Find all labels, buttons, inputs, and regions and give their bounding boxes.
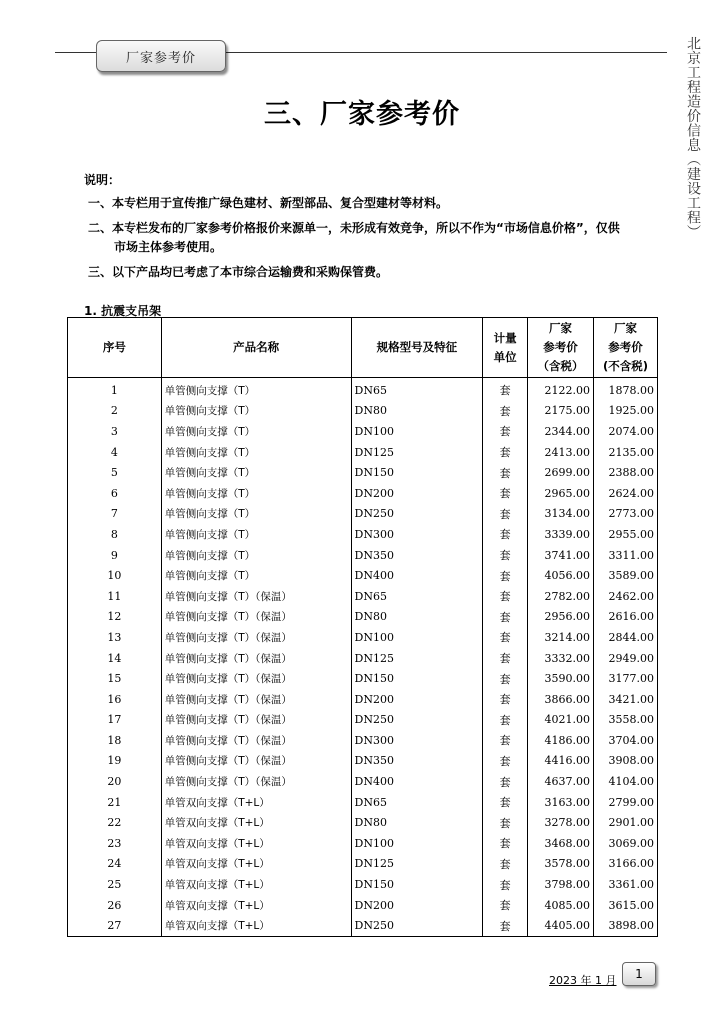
cell-price-tax: 4021.00 — [528, 710, 594, 731]
cell-price-notax: 2624.00 — [594, 483, 658, 504]
cell-no: 14 — [68, 648, 162, 669]
cell-price-notax: 2955.00 — [594, 524, 658, 545]
cell-name: 单管侧向支撑（T） — [161, 483, 351, 504]
table-row — [68, 771, 658, 792]
table-row — [68, 689, 658, 710]
table-row — [68, 751, 658, 772]
cell-spec: DN400 — [351, 565, 483, 586]
cell-no: 5 — [68, 462, 162, 483]
cell-unit: 套 — [483, 668, 528, 689]
cell-name: 单管侧向支撑（T） — [161, 524, 351, 545]
cell-name: 单管侧向支撑（T）（保温） — [161, 689, 351, 710]
cell-price-notax: 3311.00 — [594, 545, 658, 566]
cell-unit: 套 — [483, 483, 528, 504]
cell-name: 单管侧向支撑（T）（保温） — [161, 586, 351, 607]
cell-unit: 套 — [483, 442, 528, 463]
cell-price-tax: 3214.00 — [528, 627, 594, 648]
cell-name: 单管侧向支撑（T）（保温） — [161, 627, 351, 648]
cell-unit: 套 — [483, 627, 528, 648]
cell-no: 12 — [68, 607, 162, 628]
cell-unit: 套 — [483, 565, 528, 586]
cell-no: 9 — [68, 545, 162, 566]
table-row — [68, 607, 658, 628]
cell-price-tax: 4416.00 — [528, 751, 594, 772]
col-header-price-tax — [528, 318, 594, 378]
table-row — [68, 710, 658, 731]
cell-price-notax: 2462.00 — [594, 586, 658, 607]
cell-price-notax: 3704.00 — [594, 730, 658, 751]
cell-no: 3 — [68, 421, 162, 442]
col-header-price-tax-line3: （含税） — [537, 359, 584, 373]
notes-block — [84, 171, 674, 289]
table-row — [68, 565, 658, 586]
cell-spec: DN150 — [351, 668, 483, 689]
cell-no: 13 — [68, 627, 162, 648]
table-row — [68, 401, 658, 422]
cell-unit: 套 — [483, 833, 528, 854]
col-header-price-notax-line1: 厂家 — [614, 321, 637, 335]
cell-price-tax: 3339.00 — [528, 524, 594, 545]
page-number: 1 — [622, 962, 656, 986]
table-row — [68, 586, 658, 607]
cell-spec: DN200 — [351, 689, 483, 710]
cell-unit: 套 — [483, 915, 528, 936]
cell-unit: 套 — [483, 854, 528, 875]
cell-price-tax: 3590.00 — [528, 668, 594, 689]
cell-price-tax: 3741.00 — [528, 545, 594, 566]
cell-no: 15 — [68, 668, 162, 689]
cell-price-notax: 3589.00 — [594, 565, 658, 586]
cell-price-notax: 2074.00 — [594, 421, 658, 442]
cell-no: 20 — [68, 771, 162, 792]
cell-spec: DN350 — [351, 751, 483, 772]
table-row — [68, 668, 658, 689]
col-header-unit-line2: 单位 — [493, 349, 517, 364]
cell-spec: DN80 — [351, 401, 483, 422]
cell-no: 7 — [68, 504, 162, 525]
cell-unit: 套 — [483, 586, 528, 607]
table-row — [68, 462, 658, 483]
cell-price-notax: 2773.00 — [594, 504, 658, 525]
cell-price-tax: 3866.00 — [528, 689, 594, 710]
cell-no: 4 — [68, 442, 162, 463]
col-header-no: 序号 — [68, 318, 162, 378]
cell-spec: DN350 — [351, 545, 483, 566]
cell-no: 21 — [68, 792, 162, 813]
table-row — [68, 378, 658, 401]
table-row — [68, 504, 658, 525]
cell-unit: 套 — [483, 689, 528, 710]
cell-name: 单管侧向支撑（T） — [161, 442, 351, 463]
table-row — [68, 874, 658, 895]
cell-unit: 套 — [483, 504, 528, 525]
cell-name: 单管侧向支撑（T）（保温） — [161, 668, 351, 689]
cell-name: 单管侧向支撑（T）（保温） — [161, 648, 351, 669]
cell-spec: DN300 — [351, 524, 483, 545]
cell-spec: DN250 — [351, 504, 483, 525]
cell-spec: DN100 — [351, 627, 483, 648]
cell-no: 26 — [68, 895, 162, 916]
cell-name: 单管双向支撑（T+L） — [161, 812, 351, 833]
cell-no: 19 — [68, 751, 162, 772]
cell-name: 单管侧向支撑（T）（保温） — [161, 730, 351, 751]
cell-price-notax: 2616.00 — [594, 607, 658, 628]
cell-price-notax: 1878.00 — [594, 378, 658, 401]
cell-spec: DN65 — [351, 586, 483, 607]
cell-no: 24 — [68, 854, 162, 875]
cell-spec: DN125 — [351, 648, 483, 669]
cell-spec: DN125 — [351, 442, 483, 463]
section-heading: 1. 抗震支吊架 — [84, 304, 162, 318]
cell-name: 单管侧向支撑（T） — [161, 565, 351, 586]
cell-no: 10 — [68, 565, 162, 586]
cell-name: 单管侧向支撑（T） — [161, 421, 351, 442]
cell-name: 单管侧向支撑（T） — [161, 378, 351, 401]
table-row — [68, 545, 658, 566]
cell-name: 单管侧向支撑（T）（保温） — [161, 607, 351, 628]
cell-unit: 套 — [483, 751, 528, 772]
cell-name: 单管侧向支撑（T） — [161, 401, 351, 422]
table-header-row — [68, 318, 658, 378]
table-row — [68, 854, 658, 875]
cell-unit: 套 — [483, 421, 528, 442]
cell-price-notax: 4104.00 — [594, 771, 658, 792]
cell-spec: DN65 — [351, 792, 483, 813]
cell-unit: 套 — [483, 378, 528, 401]
cell-price-notax: 2949.00 — [594, 648, 658, 669]
col-header-price-notax-line3: (不含税) — [602, 359, 648, 373]
table-body — [68, 378, 658, 937]
cell-price-tax: 4056.00 — [528, 565, 594, 586]
col-header-unit — [483, 318, 528, 378]
cell-spec: DN80 — [351, 607, 483, 628]
cell-spec: DN125 — [351, 854, 483, 875]
cell-price-notax: 2135.00 — [594, 442, 658, 463]
cell-spec: DN250 — [351, 710, 483, 731]
cell-name: 单管侧向支撑（T） — [161, 462, 351, 483]
cell-spec: DN80 — [351, 812, 483, 833]
section-tab: 厂家参考价 — [96, 40, 226, 72]
cell-price-tax: 4637.00 — [528, 771, 594, 792]
cell-name: 单管侧向支撑（T）（保温） — [161, 751, 351, 772]
page-title: 三、厂家参考价 — [264, 99, 460, 130]
table-row — [68, 792, 658, 813]
table-row — [68, 915, 658, 936]
cell-no: 2 — [68, 401, 162, 422]
cell-price-tax: 3798.00 — [528, 874, 594, 895]
cell-price-tax: 3163.00 — [528, 792, 594, 813]
table-row — [68, 421, 658, 442]
cell-spec: DN100 — [351, 421, 483, 442]
cell-unit: 套 — [483, 401, 528, 422]
cell-name: 单管双向支撑（T+L） — [161, 854, 351, 875]
cell-price-notax: 3615.00 — [594, 895, 658, 916]
cell-unit: 套 — [483, 462, 528, 483]
note-item-2: 二、本专栏发布的厂家参考价格报价来源单一，未形成有效竞争，所以不作为“市场信息价格”，仅供 — [88, 221, 620, 235]
table-row — [68, 483, 658, 504]
cell-price-tax: 2344.00 — [528, 421, 594, 442]
cell-name: 单管侧向支撑（T）（保温） — [161, 710, 351, 731]
cell-price-tax: 4405.00 — [528, 915, 594, 936]
col-header-price-tax-line2: 参考价 — [543, 340, 578, 354]
cell-name: 单管侧向支撑（T） — [161, 504, 351, 525]
cell-unit: 套 — [483, 524, 528, 545]
cell-price-notax: 3069.00 — [594, 833, 658, 854]
cell-name: 单管双向支撑（T+L） — [161, 792, 351, 813]
table-row — [68, 442, 658, 463]
cell-name: 单管双向支撑（T+L） — [161, 833, 351, 854]
cell-no: 16 — [68, 689, 162, 710]
cell-spec: DN150 — [351, 874, 483, 895]
cell-price-tax: 4186.00 — [528, 730, 594, 751]
cell-unit: 套 — [483, 771, 528, 792]
col-header-price-tax-line1: 厂家 — [549, 321, 573, 335]
cell-no: 1 — [68, 378, 162, 401]
cell-price-notax: 3361.00 — [594, 874, 658, 895]
cell-price-tax: 3332.00 — [528, 648, 594, 669]
note-item-1: 一、本专栏用于宣传推广绿色建材、新型部品、复合型建材等材料。 — [88, 196, 449, 210]
table-row — [68, 524, 658, 545]
col-header-price-notax-line2: 参考价 — [608, 340, 643, 354]
notes-label: 说明： — [84, 173, 121, 187]
col-header-unit-line1: 计量 — [493, 330, 517, 345]
price-table — [67, 317, 658, 937]
cell-unit: 套 — [483, 895, 528, 916]
cell-no: 17 — [68, 710, 162, 731]
cell-price-tax: 2699.00 — [528, 462, 594, 483]
cell-unit: 套 — [483, 874, 528, 895]
cell-spec: DN200 — [351, 895, 483, 916]
cell-price-tax: 2782.00 — [528, 586, 594, 607]
table-row — [68, 895, 658, 916]
table-row — [68, 627, 658, 648]
table-row — [68, 730, 658, 751]
cell-price-tax: 2965.00 — [528, 483, 594, 504]
cell-name: 单管侧向支撑（T）（保温） — [161, 771, 351, 792]
cell-spec: DN200 — [351, 483, 483, 504]
cell-price-notax: 3908.00 — [594, 751, 658, 772]
cell-no: 18 — [68, 730, 162, 751]
cell-name: 单管双向支撑（T+L） — [161, 915, 351, 936]
cell-price-tax: 2175.00 — [528, 401, 594, 422]
cell-price-tax: 2956.00 — [528, 607, 594, 628]
issue-date: 2023 年 1 月 — [549, 974, 617, 987]
cell-unit: 套 — [483, 812, 528, 833]
publication-title: 北京工程造价信息（建设工程） — [685, 36, 701, 239]
cell-no: 6 — [68, 483, 162, 504]
cell-unit: 套 — [483, 607, 528, 628]
cell-unit: 套 — [483, 710, 528, 731]
cell-price-notax: 3898.00 — [594, 915, 658, 936]
cell-spec: DN150 — [351, 462, 483, 483]
cell-price-notax: 2844.00 — [594, 627, 658, 648]
table-row — [68, 833, 658, 854]
cell-price-notax: 3558.00 — [594, 710, 658, 731]
cell-name: 单管侧向支撑（T） — [161, 545, 351, 566]
cell-no: 11 — [68, 586, 162, 607]
cell-spec: DN300 — [351, 730, 483, 751]
cell-price-notax: 3166.00 — [594, 854, 658, 875]
cell-price-notax: 2388.00 — [594, 462, 658, 483]
cell-spec: DN100 — [351, 833, 483, 854]
cell-price-tax: 2413.00 — [528, 442, 594, 463]
note-item-2-continued: 市场主体参考使用。 — [114, 240, 223, 254]
cell-no: 8 — [68, 524, 162, 545]
col-header-price-notax — [594, 318, 658, 378]
col-header-spec: 规格型号及特征 — [351, 318, 483, 378]
cell-price-tax: 3468.00 — [528, 833, 594, 854]
cell-price-notax: 2901.00 — [594, 812, 658, 833]
cell-price-notax: 1925.00 — [594, 401, 658, 422]
cell-unit: 套 — [483, 545, 528, 566]
cell-price-tax: 3578.00 — [528, 854, 594, 875]
note-item-3: 三、以下产品均已考虑了本市综合运输费和采购保管费。 — [88, 265, 389, 279]
table-row — [68, 648, 658, 669]
cell-spec: DN65 — [351, 378, 483, 401]
cell-spec: DN250 — [351, 915, 483, 936]
cell-no: 27 — [68, 915, 162, 936]
cell-price-notax: 2799.00 — [594, 792, 658, 813]
cell-unit: 套 — [483, 730, 528, 751]
cell-price-notax: 3177.00 — [594, 668, 658, 689]
cell-no: 22 — [68, 812, 162, 833]
cell-no: 25 — [68, 874, 162, 895]
cell-price-tax: 4085.00 — [528, 895, 594, 916]
cell-name: 单管双向支撑（T+L） — [161, 874, 351, 895]
cell-no: 23 — [68, 833, 162, 854]
cell-unit: 套 — [483, 792, 528, 813]
cell-unit: 套 — [483, 648, 528, 669]
cell-price-tax: 3134.00 — [528, 504, 594, 525]
col-header-name: 产品名称 — [161, 318, 351, 378]
cell-price-tax: 3278.00 — [528, 812, 594, 833]
cell-price-notax: 3421.00 — [594, 689, 658, 710]
table-row — [68, 812, 658, 833]
cell-spec: DN400 — [351, 771, 483, 792]
cell-price-tax: 2122.00 — [528, 378, 594, 401]
cell-name: 单管双向支撑（T+L） — [161, 895, 351, 916]
